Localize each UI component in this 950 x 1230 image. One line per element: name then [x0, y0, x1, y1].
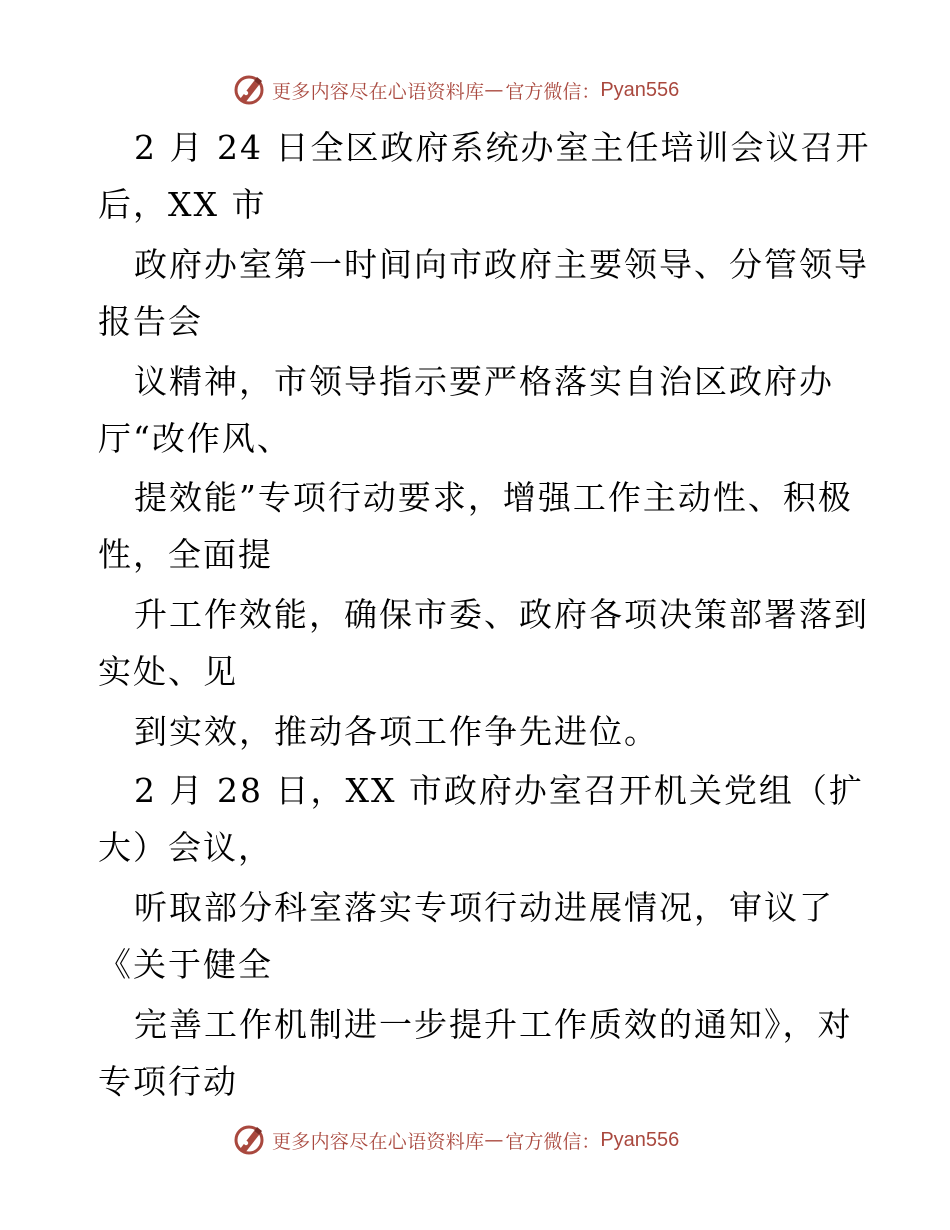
body-line: 专项行动	[98, 1062, 238, 1101]
banner-slogan: 更多内容尽在心语资料库	[272, 1130, 485, 1153]
body-line: 厅“改作风、	[98, 419, 292, 458]
body-line: 2 月 24 日全区政府系统办室主任培训会议召开	[134, 128, 871, 167]
banner-dash: —	[484, 1129, 504, 1151]
banner-official-label: 官方微信：	[505, 80, 601, 103]
body-line: 报告会	[98, 302, 203, 341]
banner-slogan: 更多内容尽在心语资料库	[272, 80, 485, 103]
body-line: 升工作效能，确保市委、政府各项决策部署落到	[134, 595, 869, 634]
body-line: 性，全面提	[98, 535, 273, 574]
banner-official-label: 官方微信：	[505, 1130, 601, 1153]
banner-wechat-id: Pyan556	[600, 1128, 680, 1151]
banner-wechat-id: Pyan556	[600, 78, 680, 101]
header-watermark-banner	[232, 72, 712, 108]
body-line: 议精神，市领导指示要严格落实自治区政府办	[134, 362, 834, 401]
body-line: 听取部分科室落实专项行动进展情况，审议了	[134, 888, 834, 927]
body-line: 大）会议，	[98, 828, 273, 867]
banner-dash: —	[484, 79, 504, 101]
body-line: 《关于健全	[98, 945, 273, 984]
pen-circle-logo-icon	[232, 73, 266, 107]
body-line: 实处、见	[98, 652, 238, 691]
body-line: 后，XX 市	[98, 185, 267, 224]
body-line: 到实效，推动各项工作争先进位。	[134, 712, 659, 751]
pen-circle-logo-icon	[232, 1123, 266, 1157]
body-line: 2 月 28 日，XX 市政府办室召开机关党组（扩	[134, 771, 864, 810]
body-line: 政府办室第一时间向市政府主要领导、分管领导	[134, 245, 869, 284]
body-line: 提效能”专项行动要求，增强工作主动性、积极	[134, 478, 853, 517]
footer-watermark-banner	[232, 1122, 712, 1158]
body-line: 完善工作机制进一步提升工作质效的通知》，对	[134, 1005, 853, 1044]
